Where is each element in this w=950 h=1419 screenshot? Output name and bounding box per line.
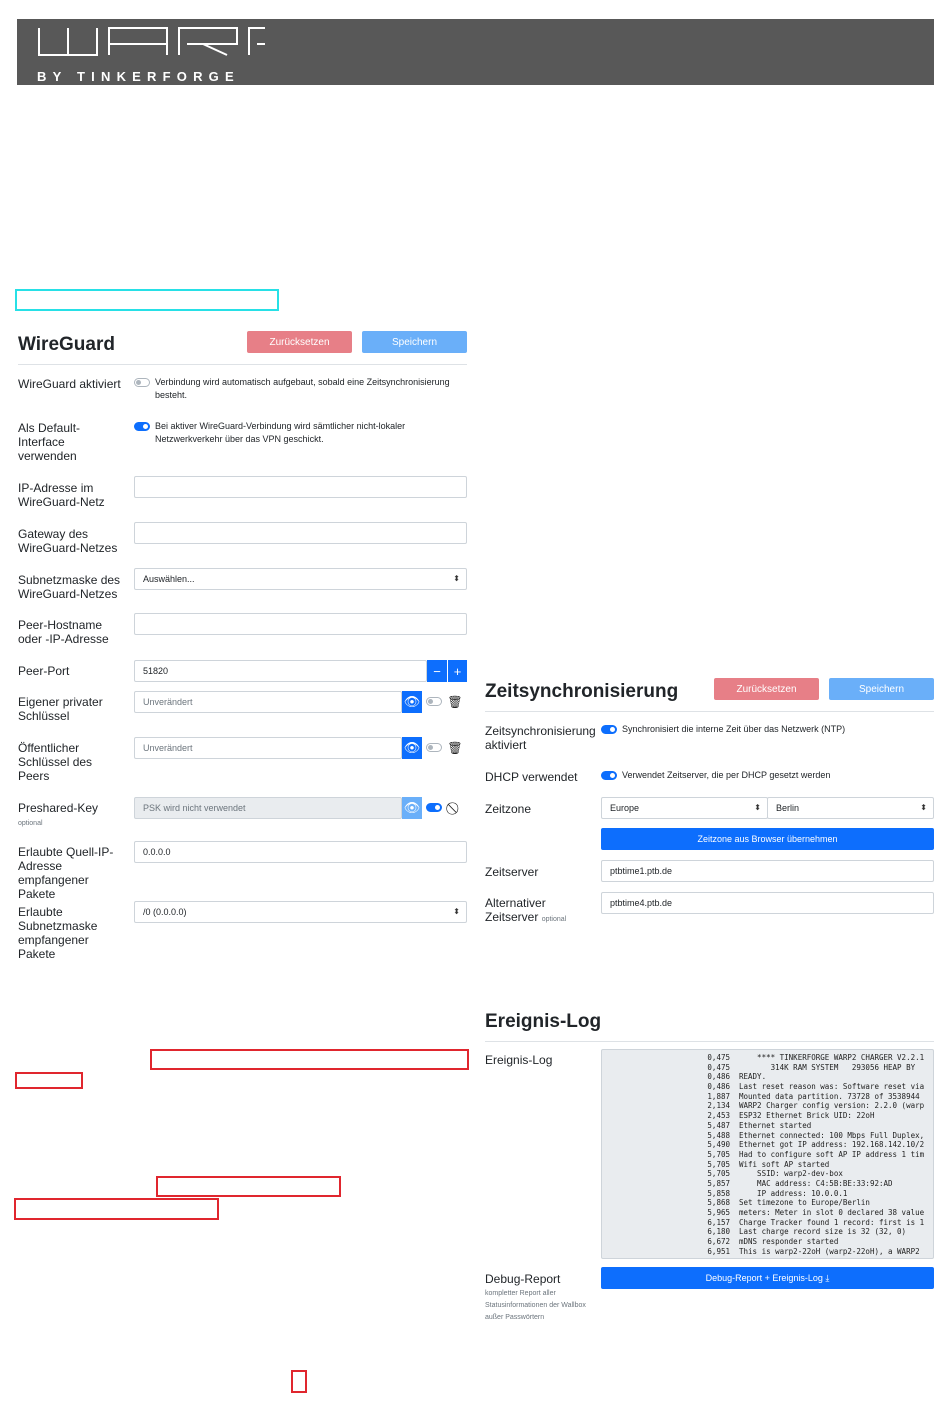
log-message: MAC address: C4:5B:BE:33:92:AD: [739, 1178, 893, 1188]
reset-button[interactable]: Zurücksetzen: [247, 331, 352, 353]
highlight-box: [14, 1198, 219, 1220]
log-timestamp: 6,157: [707, 1217, 730, 1227]
wireguard-enabled-help: Verbindung wird automatisch aufgebaut, sobald eine Zeitsynchronisierung besteht.: [155, 377, 450, 400]
log-timestamp: 5,705: [707, 1169, 730, 1179]
log-timestamp: 0,486: [707, 1072, 730, 1082]
log-line: [602, 1237, 933, 1247]
log-timestamp: 5,868: [707, 1198, 730, 1208]
log-message: Ethernet connected: 100 Mbps Full Duplex,: [739, 1130, 925, 1140]
log-line: [602, 1150, 933, 1160]
ntp-header: [485, 678, 934, 712]
log-timestamp: 0,475: [707, 1053, 730, 1062]
server-input[interactable]: ptbtime1.ptb.de: [601, 860, 934, 882]
peer-host-input[interactable]: [134, 613, 467, 635]
save-button[interactable]: Speichern: [829, 678, 934, 700]
log-line: [602, 1131, 933, 1141]
log-timestamp: 5,487: [707, 1120, 730, 1130]
ntp-enabled-label: Zeitsynchronisierung aktiviert: [485, 724, 596, 752]
log-message: meters: Meter in slot 0 declared 38 value: [739, 1208, 925, 1217]
log-message: Last charge record size is 32 (32, 0): [739, 1227, 907, 1237]
log-message: Mounted data partition. 73728 of 3538944: [739, 1091, 920, 1101]
log-timestamp: 1,887: [707, 1091, 730, 1101]
section-title: Ereignis-Log: [485, 1011, 602, 1032]
eventlog-label: Ereignis-Log: [485, 1053, 553, 1067]
optional-hint: optional: [18, 820, 43, 827]
highlight-box: [150, 1049, 469, 1070]
highlight-box: [291, 1370, 307, 1393]
wireguard-enabled-switch[interactable]: [134, 378, 150, 387]
psk-disable-switch[interactable]: [426, 803, 442, 812]
gateway-label: Gateway des WireGuard-Netzes: [18, 527, 118, 555]
ip-label: IP-Adresse im WireGuard-Netz: [18, 481, 105, 509]
log-timestamp: 5,705: [707, 1149, 730, 1159]
log-message: ESP32 Ethernet Brick UID: 22oH: [739, 1111, 875, 1121]
block-icon[interactable]: [445, 797, 465, 819]
log-message: 314K RAM SYSTEM 293056 HEAP BY: [739, 1062, 916, 1072]
log-timestamp: 6,180: [707, 1227, 730, 1237]
public-key-input[interactable]: Unverändert: [134, 737, 402, 759]
log-line: [602, 1169, 933, 1179]
default-interface-label: Als Default-Interface verwenden: [18, 421, 81, 463]
subnet-select[interactable]: Auswählen... ⬍: [134, 568, 467, 590]
section-title: Zeitsynchronisierung: [485, 681, 679, 702]
eye-icon[interactable]: 👁: [402, 797, 422, 819]
debug-report-label: Debug-Report kompletter Report aller Statusinformationen der Wallbox außer Passwörtern: [485, 1272, 597, 1324]
eventlog-textarea[interactable]: [601, 1049, 934, 1259]
alt-server-input[interactable]: ptbtime4.ptb.de: [601, 892, 934, 914]
ntp-enabled-help: Synchronisiert die interne Zeit über das Netzwerk (NTP): [622, 724, 846, 734]
log-message: **** TINKERFORGE WARP2 CHARGER V2.2.1: [739, 1053, 925, 1062]
default-interface-help: Bei aktiver WireGuard-Verbindung wird sämtlicher nicht-lokaler Netzwerkverkehr über das VPN geschickt.: [155, 421, 406, 444]
dhcp-switch[interactable]: [601, 771, 617, 780]
log-message: mDNS responder started: [739, 1237, 839, 1247]
log-line: [602, 1092, 933, 1102]
dhcp-help: Verwendet Zeitserver, die per DHCP gesetzt werden: [622, 770, 831, 780]
debug-report-button-label: Debug-Report + Ereignis-Log: [705, 1272, 823, 1283]
debug-report-button[interactable]: [601, 1267, 934, 1289]
reset-button[interactable]: Zurücksetzen: [714, 678, 819, 700]
eventlog-section: [485, 1008, 934, 1321]
log-line: [602, 1121, 933, 1131]
timezone-region-select[interactable]: Europe ⬍: [601, 797, 768, 819]
log-line: [602, 1072, 933, 1082]
log-line: [602, 1179, 933, 1189]
gateway-input[interactable]: [134, 522, 467, 544]
log-line: [602, 1227, 933, 1237]
private-key-input[interactable]: Unverändert: [134, 691, 402, 713]
log-timestamp: 5,488: [707, 1130, 730, 1140]
log-line: [602, 1082, 933, 1092]
default-interface-switch[interactable]: [134, 422, 150, 431]
log-timestamp: 5,858: [707, 1188, 730, 1198]
server-label: Zeitserver: [485, 865, 539, 879]
log-timestamp: 5,490: [707, 1140, 730, 1150]
log-line: [602, 1160, 933, 1170]
plus-icon[interactable]: +: [447, 660, 467, 682]
download-icon: ⤓: [825, 1272, 830, 1283]
ntp-section: [485, 678, 934, 924]
log-timestamp: 6,951: [707, 1246, 730, 1256]
minus-icon[interactable]: −: [427, 660, 447, 682]
warp-logo: [37, 24, 265, 82]
allowed-subnet-select[interactable]: /0 (0.0.0.0) ⬍: [134, 901, 467, 923]
timezone-city-select[interactable]: Berlin ⬍: [767, 797, 934, 819]
log-message: WARP2 Charger config version: 2.2.0 (warp: [739, 1101, 925, 1111]
log-line: [602, 1247, 933, 1257]
highlight-box: [156, 1176, 341, 1197]
timezone-from-browser-button[interactable]: Zeitzone aus Browser übernehmen: [601, 828, 934, 850]
log-message: Charge Tracker found 1 record: first is 1: [739, 1217, 925, 1227]
log-message: Had to configure soft AP IP address 1 tim: [739, 1149, 925, 1159]
peer-host-label: Peer-Hostname oder -IP-Adresse: [18, 618, 109, 646]
clear-switch[interactable]: [426, 743, 442, 752]
log-message: Last reset reason was: Software reset via: [739, 1082, 925, 1092]
allowed-ip-label: Erlaubte Quell-IP-Adresse empfangener Pakete: [18, 845, 114, 901]
log-message: Ethernet started: [739, 1120, 812, 1130]
private-key-label: Eigener privater Schlüssel: [18, 695, 103, 723]
psk-input[interactable]: PSK wird nicht verwendet: [134, 797, 402, 819]
optional-hint: optional: [541, 916, 567, 923]
wireguard-section: [18, 331, 467, 961]
log-line: [602, 1053, 933, 1063]
log-line: [602, 1218, 933, 1228]
log-line: [602, 1101, 933, 1111]
log-timestamp: 0,475: [707, 1062, 730, 1072]
peer-port-input[interactable]: 51820: [134, 660, 427, 682]
highlight-box: [15, 1072, 83, 1089]
log-message: Set timezone to Europe/Berlin: [739, 1198, 870, 1208]
log-timestamp: 6,672: [707, 1237, 730, 1247]
log-line: [602, 1198, 933, 1208]
eye-icon[interactable]: 👁: [402, 691, 422, 713]
allowed-subnet-label: Erlaubte Subnetzmaske empfangener Pakete: [18, 905, 98, 961]
public-key-label: Öffentlicher Schlüssel des Peers: [18, 741, 93, 783]
eventlog-header: [485, 1008, 934, 1042]
log-message: SSID: warp2-dev-box: [739, 1169, 843, 1179]
log-message: This is warp2-22oH (warp2-22oH), a WARP2: [739, 1246, 920, 1256]
log-timestamp: 5,965: [707, 1208, 730, 1217]
log-timestamp: 0,486: [707, 1082, 730, 1092]
highlight-box: [15, 289, 279, 311]
clear-switch[interactable]: [426, 697, 442, 706]
log-message: READY.: [739, 1072, 767, 1082]
save-button[interactable]: Speichern: [362, 331, 467, 353]
ntp-enabled-switch[interactable]: [601, 725, 617, 734]
log-timestamp: 5,705: [707, 1159, 730, 1169]
log-timestamp: 2,134: [707, 1101, 730, 1111]
psk-label: Preshared-Key optional: [18, 801, 130, 831]
log-message: IP address: 10.0.0.1: [739, 1188, 848, 1198]
eye-icon[interactable]: 👁: [402, 737, 422, 759]
log-timestamp: 5,857: [707, 1178, 730, 1188]
alt-server-label: Alternativer Zeitserver optional: [485, 896, 567, 924]
log-line: [602, 1189, 933, 1199]
wireguard-header: [18, 331, 467, 365]
trash-icon[interactable]: 🗑: [447, 741, 463, 755]
peer-port-label: Peer-Port: [18, 664, 70, 678]
allowed-ip-input[interactable]: 0.0.0.0: [134, 841, 467, 863]
log-line: [602, 1140, 933, 1150]
log-message: Ethernet got IP address: 192.168.142.10/2: [739, 1140, 925, 1150]
svg-text:BY TINKERFORGE: BY TINKERFORGE: [37, 69, 240, 82]
ip-input[interactable]: [134, 476, 467, 498]
log-message: Wifi soft AP started: [739, 1159, 830, 1169]
trash-icon[interactable]: 🗑: [447, 695, 463, 709]
timezone-label: Zeitzone: [485, 802, 532, 816]
subnet-label: Subnetzmaske des WireGuard-Netzes: [18, 573, 121, 601]
log-line: [602, 1063, 933, 1073]
header-bar: [17, 19, 934, 85]
dhcp-label: DHCP verwendet: [485, 770, 578, 784]
log-timestamp: 2,453: [707, 1111, 730, 1121]
log-line: [602, 1111, 933, 1121]
wireguard-enabled-label: WireGuard aktiviert: [18, 377, 121, 391]
log-line: [602, 1208, 933, 1218]
section-title: WireGuard: [18, 334, 115, 355]
debug-report-help: kompletter Report aller Statusinformationen der Wallbox außer Passwörtern: [485, 1290, 586, 1321]
